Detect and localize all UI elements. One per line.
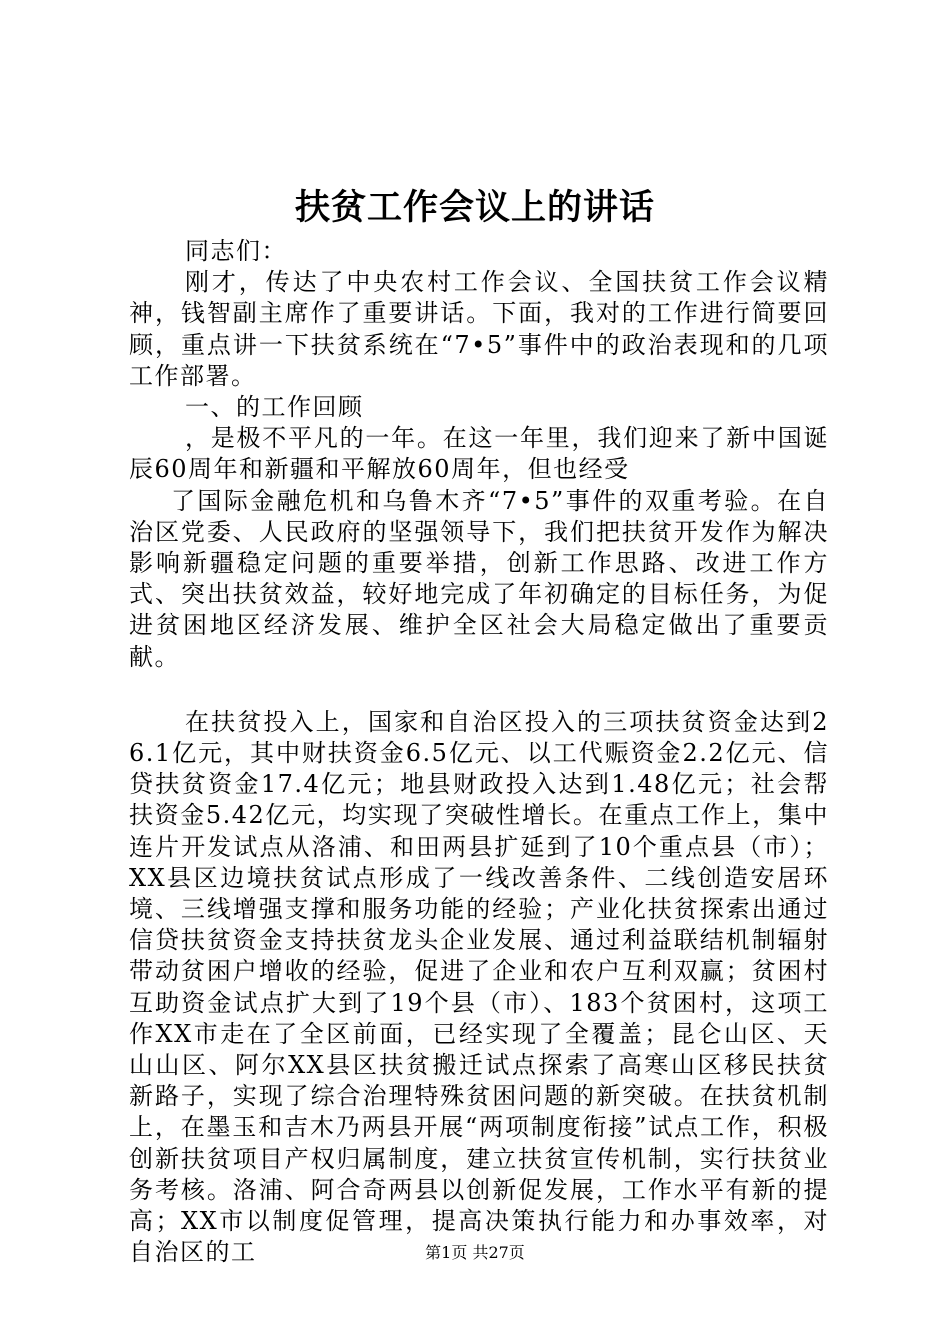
paragraph-1: ，是极不平凡的一年。在这一年里，我们迎来了新中国诞辰60周年和新疆和平解放60周年，但也经受 [129, 424, 829, 484]
section-heading: 一、的工作回顾 [185, 393, 364, 422]
page-footer: 第1页 共27页 [425, 1243, 525, 1262]
document-title: 扶贫工作会议上的讲话 [294, 187, 655, 228]
paragraph-3: 在扶贫投入上，国家和自治区投入的三项扶贫资金达到26.1亿元，其中财扶资金6.5亿元、以工代赈资金2.2亿元、信贷扶贫资金17.4亿元；地县财政投入达到1.48亿元；社会帮扶资金5.42亿元，均实现了突破性增长。在重点工作上，集中连片开发试点从洛浦、和田两县扩延到了10个重点县（市）；XX县区边境扶贫试点形成了一线改善条件、二线创造安居环境、三线增强支撑和服务功能的经验；产业化扶贫探索出通过信贷扶贫资金支持扶贫龙头企业发展、通过利益联结机制辐射带动贫困户增收的经验，促进了企业和农户互利双赢；贫困村互助资金试点扩大到了19个县（市）、183个贫困村，这项工作XX市走在了全区前面，已经实现了全覆盖；昆仑山区、天山山区、阿尔XX县区扶贫搬迁试点探索了高寒山区移民扶贫新路子，实现了综合治理特殊贫困问题的新突破。在扶贫机制上，在墨玉和吉木乃两县开展“两项制度衔接”试点工作，积极创新扶贫项目产权归属制度，建立扶贫宣传机制，实行扶贫业务考核。洛浦、阿合奇两县以创新促发展，工作水平有新的提高；XX市以制度促管理，提高决策执行能力和办事效率，对自治区的工 [129, 707, 829, 1267]
intro-paragraph: 刚才，传达了中央农村工作会议、全国扶贫工作会议精神，钱智副主席作了重要讲话。下面，我对的工作进行简要回顾，重点讲一下扶贫系统在“7•5”事件中的政治表现和的几项工作部署。 [129, 268, 829, 390]
paragraph-2: 了国际金融危机和乌鲁木齐“7•5”事件的双重考验。在自治区党委、人民政府的坚强领导下，我们把扶贫开发作为解决影响新疆稳定问题的重要举措，创新工作思路、改进工作方式、突出扶贫效益，较好地完成了年初确定的目标任务，为促进贫困地区经济发展、维护全区社会大局稳定做出了重要贡献。 [129, 486, 829, 671]
document-body [129, 236, 829, 1269]
salutation: 同志们： [185, 237, 287, 265]
